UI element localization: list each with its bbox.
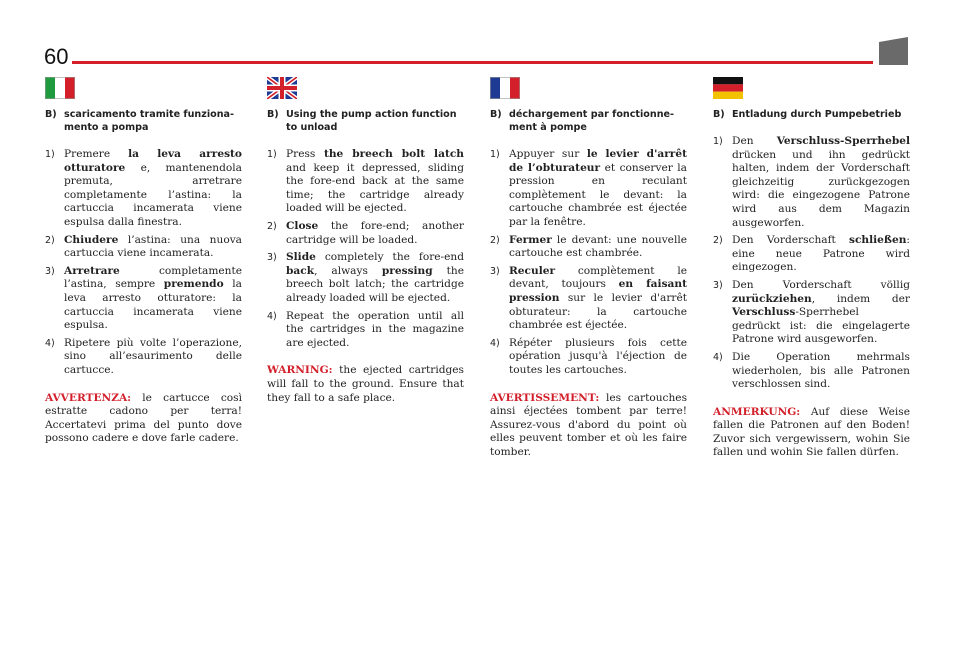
step-text: Appuyer sur (509, 148, 587, 160)
step-emphasis: premendo (163, 278, 224, 291)
step-list (45, 148, 242, 378)
step-text: , always (314, 264, 382, 277)
step-item (267, 220, 464, 247)
step-emphasis: Verschluss (732, 306, 796, 319)
uk-flag-icon (267, 77, 297, 99)
step-emphasis: back (286, 264, 315, 277)
heading-key: B) (267, 109, 279, 120)
step-emphasis: Close (286, 219, 319, 232)
step-text: and keep it depressed, sliding the fore-end back at the same time; the cartridge already loaded will be ejected. (286, 161, 464, 215)
step-number: 3) (45, 265, 55, 277)
step-text: Die Operation mehrmals wiederholen, bis alle Patronen verschlossen sind. (732, 350, 910, 391)
germany-flag-icon (713, 77, 743, 99)
step-text: : eine neue Patrone wird eingezogen. (732, 234, 910, 274)
step-item (490, 265, 687, 333)
step-text: Ripetere più volte l’operazione, sino all’esaurimento delle cartucce. (64, 336, 242, 376)
header-rule (72, 61, 873, 64)
step-number: 3) (713, 279, 723, 291)
step-list (267, 148, 464, 350)
heading-text: Using the pump action function to unload (286, 109, 457, 133)
warning-text: le cartucce così estratte cadono per terra! Accertatevi prima del punto dove possono cadere e dove farle cadere. (45, 391, 242, 445)
warning-text: Auf diese Weise fallen die Patronen auf den Boden! Zuvor sich vergewissern, wohin Sie fallen und wohin Sie fallen dürfen. (713, 405, 910, 459)
step-emphasis: pressing (381, 264, 433, 277)
step-item (267, 310, 464, 351)
step-text: complètement le devant, toujours (509, 264, 687, 291)
step-item (45, 337, 242, 378)
heading-key: B) (713, 109, 725, 120)
step-emphasis: la leva arresto otturatore (64, 148, 242, 174)
step-list (713, 135, 910, 392)
step-emphasis: en faisant pression (509, 278, 687, 304)
heading-key: B) (45, 109, 57, 120)
section-heading (267, 108, 464, 134)
step-emphasis: Fermer (509, 233, 552, 246)
step-number: 3) (490, 265, 500, 277)
step-emphasis: Slide (286, 251, 316, 264)
step-text: Répéter plusieurs fois cette opération jusqu'à l'éjection de toutes les cartouches. (509, 336, 687, 376)
step-item (45, 265, 242, 333)
step-text: Den Vorderschaft völlig (732, 278, 910, 291)
warning-note (45, 392, 242, 446)
step-number: 1) (490, 149, 500, 160)
step-number: 3) (267, 252, 277, 264)
step-list (490, 148, 687, 378)
step-item (45, 148, 242, 230)
heading-key: B) (490, 109, 502, 120)
heading-text: déchargement par fonctionne-ment à pompe (509, 109, 675, 133)
warning-label: AVERTISSEMENT: (490, 391, 600, 404)
warning-text: the ejected cartridges will fall to the ground. Ensure that they fall to a safe place. (267, 364, 464, 404)
corner-tab (879, 37, 908, 65)
step-item (490, 337, 687, 378)
column-italian (45, 77, 242, 446)
step-number: 1) (45, 149, 55, 160)
step-text: completely the fore-end (315, 251, 464, 264)
step-text: -Sperrhebel gedrückt ist: die eingelagerte Patrone wird ausgeworfen. (732, 306, 910, 346)
heading-text: scaricamento tramite funziona-mento a pompa (64, 109, 234, 133)
warning-label: ANMERKUNG: (713, 405, 801, 418)
step-text: Den Vorderschaft (732, 234, 850, 247)
warning-note (267, 364, 464, 405)
column-english (267, 77, 464, 405)
step-emphasis: the breech bolt latch (323, 148, 464, 160)
step-text: , indem der (811, 292, 910, 305)
step-text: the breech bolt latch; the cartridge already loaded will be ejected. (286, 264, 464, 304)
step-item (713, 279, 910, 347)
step-number: 2) (713, 235, 723, 247)
step-emphasis: Arretrare (64, 264, 120, 277)
step-item (490, 148, 687, 230)
step-item (490, 234, 687, 261)
section-heading (713, 108, 910, 121)
step-number: 2) (490, 234, 500, 246)
step-text: la leva arresto otturatore: la cartuccia incamerata viene espulsa. (64, 278, 242, 332)
step-text: sur le levier d'arrêt obturateur: la cartouche chambrée est éjectée. (509, 291, 687, 332)
step-text: Press (286, 148, 324, 160)
column-french (490, 77, 687, 459)
step-emphasis: schließen (849, 234, 907, 247)
step-item (713, 351, 910, 392)
step-number: 1) (713, 136, 723, 147)
warning-label: AVVERTENZA: (45, 391, 132, 404)
section-heading (45, 108, 242, 134)
step-item (267, 148, 464, 216)
step-emphasis: Verschluss-Sperrhebel (776, 135, 910, 147)
step-item (45, 234, 242, 261)
step-text: e, mantenendola premuta, arretrare completamente l’astina: la cartuccia incamerata viene espulsa dalla finestra. (64, 161, 242, 228)
step-text: the fore-end; another cartridge will be loaded. (286, 219, 464, 246)
step-number: 4) (490, 337, 500, 349)
step-item (267, 251, 464, 305)
step-text: Premere (64, 148, 129, 160)
step-emphasis: Reculer (509, 264, 556, 277)
step-item (713, 135, 910, 230)
france-flag-icon (490, 77, 520, 99)
step-number: 2) (45, 234, 55, 246)
step-text: l’astina: una nuova cartuccia viene incamerata. (64, 233, 242, 260)
warning-note (490, 392, 687, 460)
step-emphasis: zurückziehen (732, 292, 812, 305)
step-item (713, 234, 910, 275)
column-german (713, 77, 910, 460)
heading-text: Entladung durch Pumpebetrieb (732, 109, 902, 120)
step-number: 1) (267, 149, 277, 160)
step-emphasis: Chiudere (64, 233, 119, 246)
step-text: drücken und ihn gedrückt halten, indem der Vorderschaft gleichzeitig zurückgezogen wird: die eingezogene Patrone wird aus dem Magazin ausgeworfen. (732, 148, 910, 229)
italy-flag-icon (45, 77, 75, 99)
warning-label: WARNING: (267, 364, 333, 377)
step-text: Den (732, 135, 777, 147)
step-number: 2) (267, 220, 277, 232)
warning-note (713, 406, 910, 460)
step-number: 4) (267, 310, 277, 322)
step-text: le devant: une nouvelle cartouche est chambrée. (509, 233, 687, 260)
step-emphasis: le levier d'arrêt de l’obturateur (509, 148, 687, 174)
step-number: 4) (45, 337, 55, 349)
step-number: 4) (713, 351, 723, 363)
step-text: et conserver la pression en reculant complètement le devant: la cartouche chambrée est éjectée par la fenêtre. (509, 161, 687, 228)
warning-text: les cartouches ainsi éjectées tombent par terre! Assurez-vous d'abord du point où elles peuvent tomber et où les faire tomber. (490, 391, 687, 458)
page-number: 60 (44, 44, 69, 69)
step-text: Repeat the operation until all the cartridges in the magazine are ejected. (286, 309, 464, 349)
section-heading (490, 108, 687, 134)
step-text: completamente l’astina, sempre (64, 264, 242, 291)
